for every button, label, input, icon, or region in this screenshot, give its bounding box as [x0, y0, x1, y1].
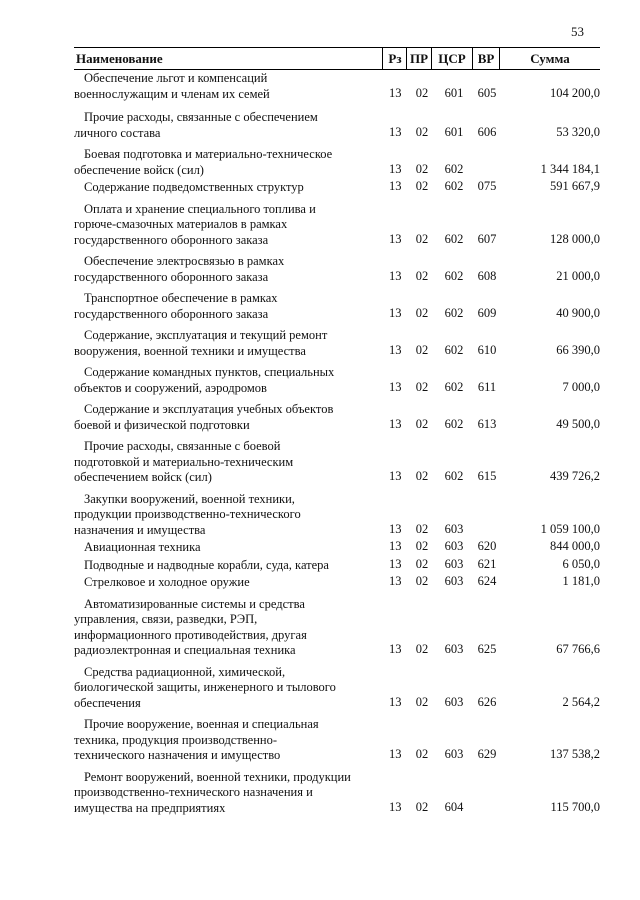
row-pr: 02 — [415, 416, 429, 431]
table-row — [74, 69, 600, 102]
row-csr: 602 — [444, 161, 464, 176]
row-name — [74, 437, 376, 486]
row-csr: 602 — [444, 305, 464, 320]
row-pr: 02 — [415, 231, 429, 246]
row-name — [74, 715, 376, 764]
header-pr: ПР — [409, 51, 429, 66]
row-rz: 13 — [389, 161, 402, 176]
row-pr: 02 — [415, 747, 429, 761]
row-rz: 13 — [389, 268, 402, 283]
row-name-line: подготовкой и материально-техническим — [74, 454, 294, 469]
row-sum: 53 320,0 — [556, 124, 600, 139]
row-sum: 49 500,0 — [556, 416, 600, 431]
row-name-line: управления, связи, разведки, РЭП, — [74, 612, 258, 626]
row-rz: 13 — [389, 574, 402, 588]
table-row — [74, 252, 600, 285]
row-name-line: обеспечением войск (сил) — [74, 470, 212, 484]
row-name-line: Средства радиационной, химической, — [84, 664, 286, 679]
row-vr: 608 — [477, 268, 497, 283]
table-row — [74, 715, 600, 764]
row-name-line: вооружения, военной техники и имущества — [74, 343, 306, 358]
row-name-line: Подводные и надводные корабли, суда, катера — [84, 557, 329, 572]
row-csr: 602 — [444, 268, 464, 283]
row-name — [74, 490, 376, 539]
row-pr: 02 — [415, 379, 429, 394]
column-divider — [382, 48, 383, 69]
row-sum: 591 667,9 — [550, 179, 600, 193]
row-name-line: назначения и имущества — [74, 522, 206, 537]
table-row — [74, 363, 600, 396]
row-rz: 13 — [389, 799, 402, 814]
row-name-line: государственного оборонного заказа — [74, 232, 269, 247]
row-rz: 13 — [389, 539, 402, 553]
row-rz: 13 — [389, 642, 402, 656]
row-name-line: обеспечение войск (сил) — [74, 162, 204, 177]
row-vr: 625 — [477, 642, 497, 656]
row-name-line: Оплата и хранение специального топлива и — [84, 201, 316, 216]
row-pr: 02 — [415, 556, 429, 571]
row-name — [74, 363, 376, 396]
table-body — [74, 69, 600, 816]
row-csr: 603 — [444, 574, 464, 588]
row-vr: 605 — [477, 85, 497, 100]
row-vr: 610 — [477, 342, 497, 357]
row-name — [74, 289, 376, 322]
row-vr: 629 — [477, 747, 497, 761]
row-vr: 620 — [477, 539, 497, 553]
table-row — [74, 768, 600, 817]
header-csr: ЦСР — [438, 51, 466, 66]
row-rz: 13 — [389, 747, 402, 761]
row-vr: 607 — [477, 231, 497, 246]
row-sum: 137 538,2 — [550, 747, 600, 761]
row-name-line: Прочие вооружение, военная и специальная — [84, 717, 319, 731]
row-name-line: Боевая подготовка и материально-техническое — [84, 147, 333, 161]
row-pr: 02 — [415, 799, 429, 814]
row-csr: 601 — [444, 85, 464, 100]
row-name — [74, 200, 376, 249]
row-name — [74, 178, 376, 196]
row-name-line: биологической защиты, инженерного и тылового — [74, 680, 336, 694]
row-pr: 02 — [415, 694, 429, 709]
row-name-line: государственного оборонного заказа — [74, 269, 269, 284]
row-csr: 603 — [444, 747, 464, 761]
row-pr: 02 — [415, 305, 429, 320]
row-name — [74, 595, 376, 659]
row-name-line: Содержание, эксплуатация и текущий ремонт — [84, 328, 328, 342]
row-name-line: имущества на предприятиях — [74, 800, 226, 815]
row-name-line: Обеспечение льгот и компенсаций — [84, 71, 268, 85]
row-csr: 602 — [444, 469, 464, 483]
row-name-line: производственно-технического назначения и — [74, 785, 313, 799]
row-name-line: технического назначения и имущество — [74, 748, 281, 762]
table-row — [74, 595, 600, 659]
table-row — [74, 437, 600, 486]
row-pr: 02 — [415, 161, 429, 176]
row-sum: 7 000,0 — [562, 379, 600, 394]
row-rz: 13 — [389, 469, 402, 483]
row-csr: 603 — [444, 521, 464, 536]
row-csr: 602 — [444, 379, 464, 394]
row-csr: 604 — [444, 799, 464, 814]
row-name — [74, 768, 376, 817]
table-header — [74, 47, 600, 70]
row-rz: 13 — [389, 124, 402, 139]
row-rz: 13 — [389, 556, 402, 571]
row-pr: 02 — [415, 469, 429, 483]
row-name-line: техника, продукция производственно- — [74, 732, 277, 747]
row-sum: 104 200,0 — [550, 85, 600, 100]
row-name — [74, 326, 376, 359]
row-vr: 626 — [477, 694, 497, 709]
row-name — [74, 573, 386, 591]
row-vr: 615 — [477, 469, 497, 483]
header-name: Наименование — [76, 51, 163, 66]
row-pr: 02 — [415, 521, 429, 536]
row-vr: 613 — [477, 416, 497, 431]
row-csr: 601 — [444, 124, 464, 139]
row-csr: 602 — [444, 179, 464, 193]
row-csr: 603 — [444, 539, 464, 553]
row-vr: 621 — [477, 556, 497, 571]
row-name-line: государственного оборонного заказа — [74, 306, 269, 321]
table-row — [74, 200, 600, 249]
row-vr: 611 — [477, 379, 497, 394]
row-name-line: Ремонт вооружений, военной техники, продукции — [84, 769, 351, 784]
header-vr: ВР — [477, 51, 495, 66]
table-row — [74, 663, 600, 712]
row-vr: 075 — [477, 179, 497, 193]
row-rz: 13 — [389, 379, 402, 394]
table-row — [74, 400, 600, 433]
row-rz: 13 — [389, 85, 402, 100]
row-rz: 13 — [389, 694, 402, 709]
table-row — [74, 178, 600, 196]
row-csr: 602 — [444, 231, 464, 246]
row-sum: 115 700,0 — [550, 799, 600, 814]
row-rz: 13 — [389, 521, 402, 536]
row-name-line: обеспечения — [74, 695, 141, 710]
page-number: 53 — [571, 24, 584, 39]
row-sum: 67 766,6 — [556, 642, 600, 656]
row-name — [74, 663, 376, 712]
row-name-line: Прочие расходы, связанные с боевой — [84, 439, 281, 453]
row-sum: 1 181,0 — [562, 574, 600, 588]
row-sum: 6 050,0 — [562, 556, 600, 571]
row-pr: 02 — [415, 539, 429, 553]
row-name-line: Автоматизированные системы и средства — [84, 596, 305, 611]
row-sum: 1 059 100,0 — [540, 521, 600, 536]
row-name-line: горюче-смазочных материалов в рамках — [74, 217, 288, 231]
table-row — [74, 538, 600, 556]
row-vr: 624 — [477, 574, 497, 588]
header-rz: Рз — [388, 51, 402, 66]
row-csr: 602 — [444, 416, 464, 431]
row-csr: 602 — [444, 342, 464, 357]
row-name-line: радиоэлектронная и специальная техника — [74, 643, 296, 657]
row-sum: 128 000,0 — [550, 231, 600, 246]
row-name — [74, 538, 386, 556]
row-csr: 603 — [444, 642, 464, 656]
row-name-line: Авиационная техника — [84, 540, 201, 554]
row-name — [74, 69, 376, 102]
row-pr: 02 — [415, 85, 429, 100]
table-row — [74, 289, 600, 322]
row-name-line: личного состава — [74, 125, 161, 140]
row-name-line: Транспортное обеспечение в рамках — [84, 291, 278, 305]
row-sum: 844 000,0 — [550, 539, 600, 553]
table-row — [74, 326, 600, 359]
row-vr: 609 — [477, 305, 497, 320]
row-pr: 02 — [415, 642, 429, 656]
table-row — [74, 556, 600, 574]
row-name-line: Содержание и эксплуатация учебных объектов — [84, 402, 334, 416]
header-sum: Сумма — [530, 51, 570, 66]
row-name-line: военнослужащим и членам их семей — [74, 86, 270, 101]
row-name-line: Закупки вооружений, военной техники, — [84, 491, 295, 506]
row-name-line: информационного противодействия, другая — [74, 627, 307, 642]
row-name-line: объектов и сооружений, аэродромов — [74, 380, 267, 395]
row-sum: 40 900,0 — [556, 305, 600, 320]
row-name-line: боевой и физической подготовки — [74, 417, 250, 432]
row-sum: 66 390,0 — [556, 342, 600, 357]
row-name-line: Содержание командных пунктов, специальных — [84, 365, 335, 379]
row-rz: 13 — [389, 231, 402, 246]
row-pr: 02 — [415, 268, 429, 283]
row-name — [74, 252, 376, 285]
row-name-line: продукции производственно-технического — [74, 507, 301, 521]
table-row — [74, 573, 600, 591]
row-name — [74, 400, 376, 433]
row-pr: 02 — [415, 179, 429, 193]
row-rz: 13 — [389, 342, 402, 357]
row-csr: 603 — [444, 556, 464, 571]
row-sum: 2 564,2 — [562, 694, 600, 709]
row-name-line: Прочие расходы, связанные с обеспечением — [84, 110, 318, 124]
table-row — [74, 490, 600, 539]
row-pr: 02 — [415, 342, 429, 357]
table-row — [74, 108, 600, 141]
row-name-line: Стрелковое и холодное оружие — [84, 575, 250, 589]
row-name-line: Обеспечение электросвязью в рамках — [84, 254, 285, 268]
row-name — [74, 145, 376, 178]
row-rz: 13 — [389, 416, 402, 431]
row-rz: 13 — [389, 179, 402, 193]
row-sum: 21 000,0 — [556, 268, 600, 283]
row-name — [74, 556, 386, 574]
row-name-line: Содержание подведомственных структур — [84, 180, 304, 194]
row-rz: 13 — [389, 305, 402, 320]
row-sum: 439 726,2 — [550, 469, 600, 483]
table-row — [74, 145, 600, 178]
row-pr: 02 — [415, 574, 429, 588]
row-sum: 1 344 184,1 — [540, 161, 600, 176]
row-csr: 603 — [444, 694, 464, 709]
row-pr: 02 — [415, 124, 429, 139]
row-vr: 606 — [477, 124, 497, 139]
row-name — [74, 108, 376, 141]
